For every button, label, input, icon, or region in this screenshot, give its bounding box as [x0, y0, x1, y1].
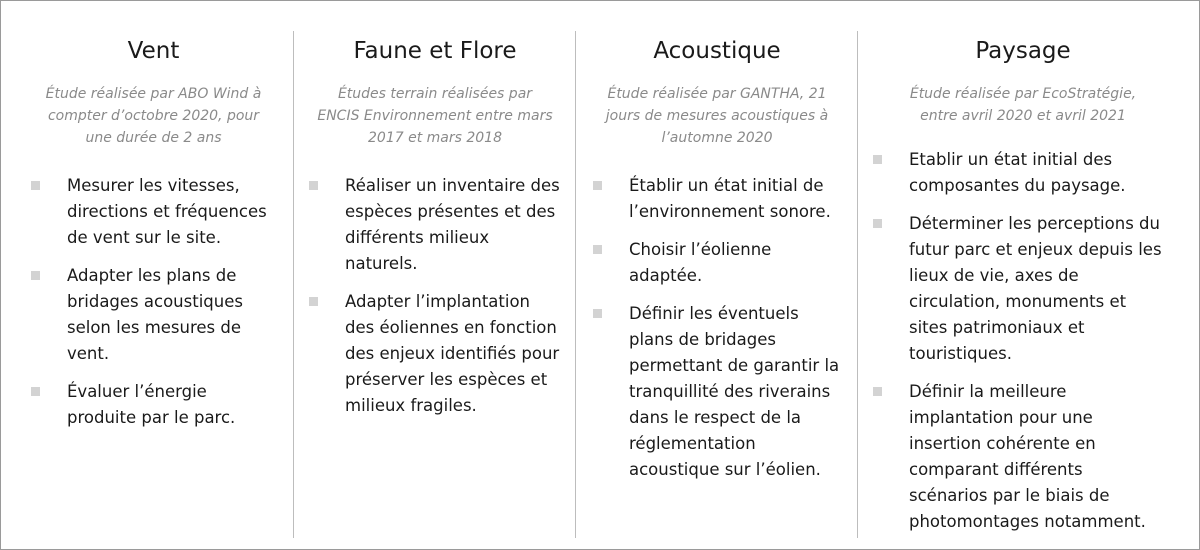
list-item [593, 237, 841, 289]
square-bullet-icon [593, 245, 602, 254]
column-divider [857, 31, 858, 538]
list-item-text: Définir la meilleure implantation pour une insertion cohérente en comparant différents scénarios par le biais de photomontages notamment. [909, 382, 1146, 531]
column-acoustique [593, 1, 841, 549]
list-item-text: Réaliser un inventaire des espèces présentes et des différents milieux naturels. [345, 176, 560, 273]
column-subtitle: Étude réalisée par EcoStratégie, entre avril 2020 et avril 2021 [909, 86, 1137, 124]
column-paysage [873, 1, 1173, 549]
column-subtitle: Étude réalisée par ABO Wind à compter d’octobre 2020, pour une durée de 2 ans [45, 86, 262, 146]
list-item-text: Etablir un état initial des composantes du paysage. [909, 150, 1126, 195]
list-item-text: Adapter les plans de bridages acoustiques selon les mesures de vent. [67, 266, 243, 363]
list-item-text: Établir un état initial de l’environnement sonore. [629, 176, 831, 221]
column-divider [293, 31, 294, 538]
list-item [873, 211, 1165, 367]
square-bullet-icon [31, 181, 40, 190]
bullet-list [593, 173, 841, 495]
list-item [593, 301, 841, 483]
list-item-text: Choisir l’éolienne adaptée. [629, 240, 772, 285]
square-bullet-icon [31, 387, 40, 396]
bullet-list [309, 173, 561, 431]
list-item [31, 173, 276, 251]
list-item [873, 379, 1165, 535]
list-item [593, 173, 841, 225]
list-item [31, 379, 276, 431]
square-bullet-icon [309, 297, 318, 306]
list-item-text: Définir les éventuels plans de bridages permettant de garantir la tranquillité des riverains dans le respect de la réglementation acoustique sur l’éolien. [629, 304, 840, 479]
column-title: Faune et Flore [353, 38, 517, 64]
square-bullet-icon [593, 309, 602, 318]
square-bullet-icon [309, 181, 318, 190]
column-subtitle: Étude réalisée par GANTHA, 21 jours de mesures acoustiques à l’automne 2020 [605, 86, 829, 146]
square-bullet-icon [873, 219, 882, 228]
list-item [873, 147, 1165, 199]
square-bullet-icon [873, 387, 882, 396]
column-divider [575, 31, 576, 538]
column-title: Paysage [975, 38, 1071, 64]
square-bullet-icon [31, 271, 40, 280]
column-faune-flore [309, 1, 561, 549]
bullet-list [873, 147, 1173, 547]
column-subtitle: Études terrain réalisées par ENCIS Environnement entre mars 2017 et mars 2018 [317, 86, 553, 146]
square-bullet-icon [593, 181, 602, 190]
list-item-text: Évaluer l’énergie produite par le parc. [67, 382, 236, 427]
list-item [309, 289, 561, 419]
square-bullet-icon [873, 155, 882, 164]
column-title: Vent [127, 38, 180, 64]
list-item [31, 263, 276, 367]
list-item-text: Adapter l’implantation des éoliennes en fonction des enjeux identifiés pour préserver les espèces et milieux fragiles. [345, 292, 560, 415]
column-vent [31, 1, 276, 549]
list-item [309, 173, 561, 277]
list-item-text: Déterminer les perceptions du futur parc et enjeux depuis les lieux de vie, axes de circulation, monuments et sites patrimoniaux et touristiques. [909, 214, 1162, 363]
column-title: Acoustique [653, 38, 781, 64]
bullet-list [31, 173, 276, 443]
list-item-text: Mesurer les vitesses, directions et fréquences de vent sur le site. [67, 176, 267, 247]
